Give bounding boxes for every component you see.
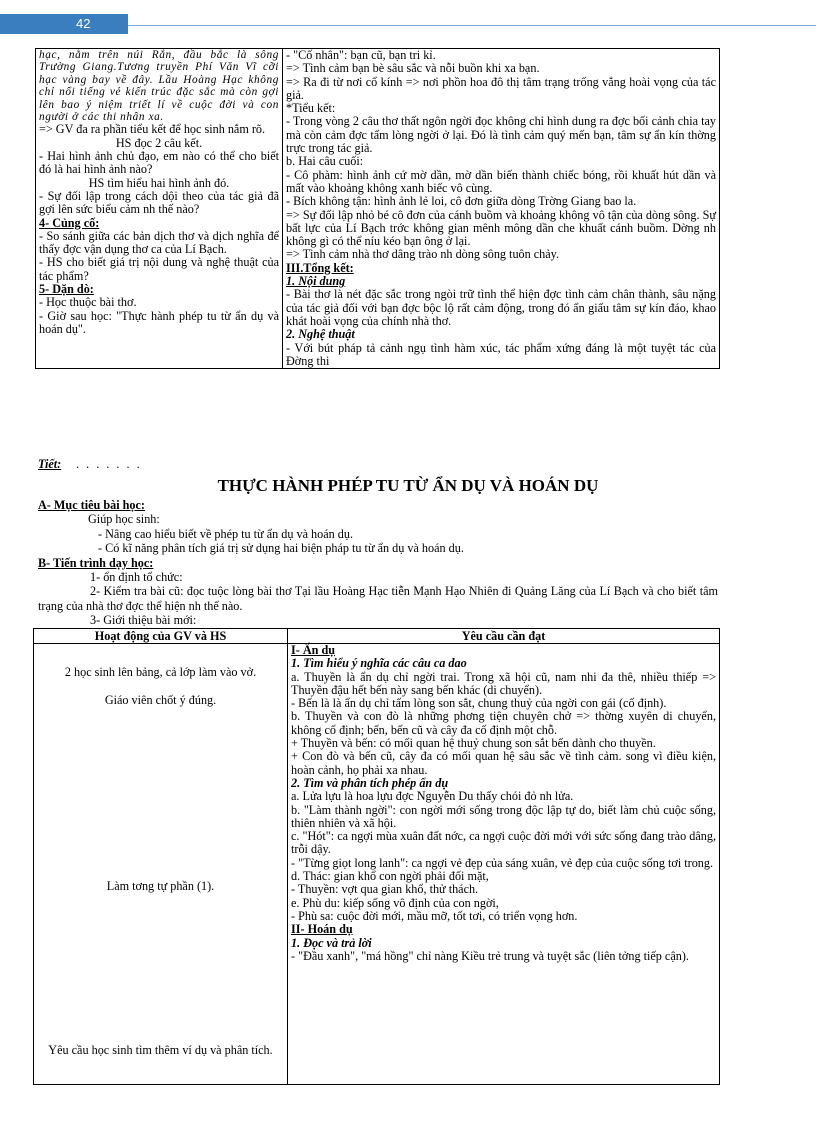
text-line: b. Hai câu cuối:: [286, 154, 364, 169]
text-line: - "Từng giọt long lanh": ca ngợi vẻ đẹp của sáng xuân, vẻ đẹp của cuộc sống tơi trong.: [291, 855, 714, 870]
text-line: HS tìm hiểu hai hình ảnh đó.: [88, 175, 230, 190]
text-line: - Bài thơ là nét đặc sắc trong ngòi trữ tình thể hiện đợc tình cảm chân thành, sâu nặng của tác giả đối với bạn đợc bộc lộ rất cảm động, trong đó ẩn giấu tâm sự kín đáo, khao khát hoài vọng của chính nhà thơ.: [286, 287, 716, 328]
text-line: - Có kĩ năng phân tích giá trị sử dụng hai biện pháp tu từ ẩn dụ và hoán dụ.: [98, 541, 464, 556]
text-line: 1. Tìm hiểu ý nghĩa các câu ca dao: [291, 656, 467, 671]
text-line: 2- Kiểm tra bài cũ: đọc tuộc lòng bài thơ Tại lầu Hoàng Hạc tiễn Mạnh Hạo Nhiên đi Quảng Lăng của Lí Bạch và cho biết tâm trạng của nhà thơ đợc thể hiện nh thế nào.: [38, 584, 718, 613]
text-line: II- Hoán dụ: [291, 922, 353, 937]
text-line: - Bích không tận: hình ảnh lẻ loi, cô đơn giữa dòng Trờng Giang bao la.: [286, 194, 637, 209]
text-line: => Tình cảm bạn bè sâu sắc và nỗi buồn khi xa bạn.: [286, 61, 540, 76]
text-line: + Thuyền và bến: có mối quan hệ thuỷ chung son sắt bến dành cho thuyền.: [291, 736, 656, 751]
lesson-sections: [38, 498, 718, 628]
text-line: - So sánh giữa các bản dịch thơ và dịch nghĩa để thấy đợc vận dụng thơ ca của Lí Bạch.: [39, 228, 279, 257]
text-line: 2. Nghệ thuật: [286, 327, 355, 342]
activity-note: Yêu cầu học sinh tìm thêm ví dụ và phân tích.: [48, 1043, 273, 1057]
text-line: - Sự đối lập trong cách dội theo của tác giả đã gợi lên sức biểu cảm nh thế nào?: [39, 188, 279, 217]
text-line: 1. Nội dung: [286, 274, 346, 289]
text-line: I- Ẩn dụ: [291, 643, 336, 657]
text-line: - Phù sa: cuộc đời mới, mầu mỡ, tốt tơi, có triển vọng hơn.: [291, 908, 578, 923]
text-line: d. Thác: gian khổ con ngời phải đối mặt,: [291, 869, 489, 884]
text-line: Giúp học sinh:: [88, 512, 160, 527]
text-line: HS đọc 2 câu kết.: [115, 135, 203, 150]
text-line: - Cô phàm: hình ảnh cứ mờ dần, mờ dần biến thành chiếc bóng, rồi khuất hút dần và mất vào khoảng không xanh biếc vô cùng.: [286, 167, 716, 195]
page-number: 42: [76, 16, 91, 31]
text-line: => Ra đi từ nơi cổ kính => nơi phồn hoa đô thị tâm trạng trống vắng hoài vọng của tác giả.: [286, 74, 716, 102]
activity-column: [34, 644, 288, 1085]
activity-note: Giáo viên chốt ý đúng.: [104, 693, 217, 707]
text-line: 4- Củng cố:: [39, 215, 100, 230]
text-line: - Học thuộc bài thơ.: [39, 295, 137, 310]
header-rule: [128, 25, 816, 26]
text-line: a. Thuyền là ẩn dụ chỉ ngời trai. Trong xã hội cũ, nam nhi đa thê, nhiều thiếp => Thuyền đậu hết bến này sang bến khác (di chuyển).: [291, 669, 716, 697]
text-line: - Với bút pháp tả cảnh ngụ tình hàm xúc, tác phẩm xứng đáng là một tuyệt tác của Đờng thi: [286, 340, 716, 368]
lesson-title: THỰC HÀNH PHÉP TU TỪ ẨN DỤ VÀ HOÁN DỤ: [217, 476, 599, 495]
requirement-column: [288, 644, 720, 1085]
text-line: 1- ổn định tổ chức:: [90, 570, 183, 585]
activity-column: [36, 49, 283, 369]
text-line: + Con đò và bến cũ, cây đa có mối quan hệ sâu sắc về tình cảm. song vì điều kiện, hoàn cảnh, họ phải xa nhau.: [291, 749, 716, 777]
page-number-badge: [0, 14, 128, 34]
text-line: A- Mục tiêu bài học:: [38, 498, 145, 512]
text-line: - Hai hình ảnh chủ đạo, em nào có thể cho biết đó là hai hình ảnh nào?: [39, 149, 279, 177]
table-header-requirements: Yêu cầu cần đạt: [288, 629, 720, 644]
text-line: - Giờ sau học: "Thực hành phép tu từ ẩn dụ và hoán dụ".: [39, 308, 279, 336]
text-line: a. Lửa lựu là hoa lựu đợc Nguyễn Du thấy chói đỏ nh lửa.: [291, 789, 574, 804]
text-line: B- Tiến trình dạy học:: [38, 555, 154, 570]
activity-note: Làm tơng tự phần (1).: [106, 879, 215, 893]
text-line: hạc, nằm trên núi Rắn, đầu bắc là sông Trường Giang.Tương truyền Phí Văn Vĩ cỡi hạc vàng bay về đây. Lầu Hoàng Hạc không chỉ nổi tiếng vẻ kiến trúc đặc sắc mà còn gợi lên bao ý niệm triết lí về cuộc đời và con người ở các thi nhân xa.: [39, 49, 279, 124]
text-line: - "Cố nhân": bạn cũ, bạn tri kỉ.: [286, 48, 436, 62]
text-line: III.Tổng kết:: [286, 260, 354, 275]
text-line: - Bến là là ẩn dụ chỉ tấm lòng son sắt, chung thuỷ của ngời con gái (cố định).: [291, 696, 667, 711]
text-line: e. Phù du: kiếp sống vô định của con ngời,: [291, 895, 499, 910]
text-line: - Trong vòng 2 câu thơ thất ngôn ngời đọc không chỉ hình dung ra đợc bối cảnh chia tay mà còn cảm đợc tấm lòng ngời ở lại. Đó là tình cảm quý mến bạn, tâm sự ẩn kín thờng trực trong tác giả.: [286, 114, 716, 156]
activity-note: 2 học sinh lên bảng, cả lớp làm vào vở.: [64, 665, 257, 679]
text-line: 5- Dặn dò:: [39, 282, 94, 296]
text-line: *Tiểu kết:: [286, 101, 336, 116]
text-line: - "Đầu xanh", "má hồng" chỉ nàng Kiều trẻ trung và tuyệt sắc (liên tởng tiếp cận).: [291, 948, 689, 963]
practice-table: [33, 628, 720, 1085]
text-line: - Thuyền: vợt qua gian khổ, thử thách.: [291, 882, 479, 897]
text-line: => Tình cảm nhà thơ dâng trào nh dòng sông tuôn chảy.: [286, 247, 560, 262]
text-line: 2. Tìm và phân tích phép ẩn dụ: [291, 775, 449, 790]
text-line: 1. Đọc và trả lời: [291, 935, 372, 950]
period-dots: . . . . . . .: [76, 457, 142, 471]
text-line: - HS cho biết giá trị nội dung và nghệ thuật của tác phẩm?: [39, 255, 279, 283]
period-label: Tiết:: [38, 457, 62, 471]
text-line: - Nâng cao hiểu biết về phép tu từ ẩn dụ và hoán dụ.: [98, 526, 354, 541]
text-line: c. "Hót": ca ngợi mùa xuân đất nớc, ca ngợi cuộc đời mới với sức sống đang trào dâng, trỗi dậy.: [291, 829, 716, 857]
text-line: => GV đa ra phần tiểu kết để học sinh nắm rõ.: [39, 122, 266, 137]
text-line: 3- Giới thiệu bài mới:: [90, 613, 197, 628]
lesson-table-continued: [35, 48, 720, 369]
text-line: b. Thuyền và con đò là những phơng tiện chuyên chở => thờng xuyên di chuyển, không cố định; bến, bến cũ và cây đa cố định một chỗ.: [291, 709, 716, 737]
text-line: => Sự đối lập nhỏ bé cô đơn của cánh buồm và khoảng không vô tận của dòng sông. Sự bất lực của Lí Bạch trớc không gian mênh mông dần che khuất cánh buồm. Dờng nh không gì có thể níu kéo bạn ông ở lại.: [286, 207, 716, 249]
table-header-activity: Hoạt động của GV và HS: [34, 629, 288, 644]
requirement-column: [283, 49, 720, 369]
text-line: b. "Làm thành ngời": con ngời mới sống trong độc lập tự do, biết làm chủ cuộc sống, thiên nhiên và xã hội.: [291, 802, 716, 830]
